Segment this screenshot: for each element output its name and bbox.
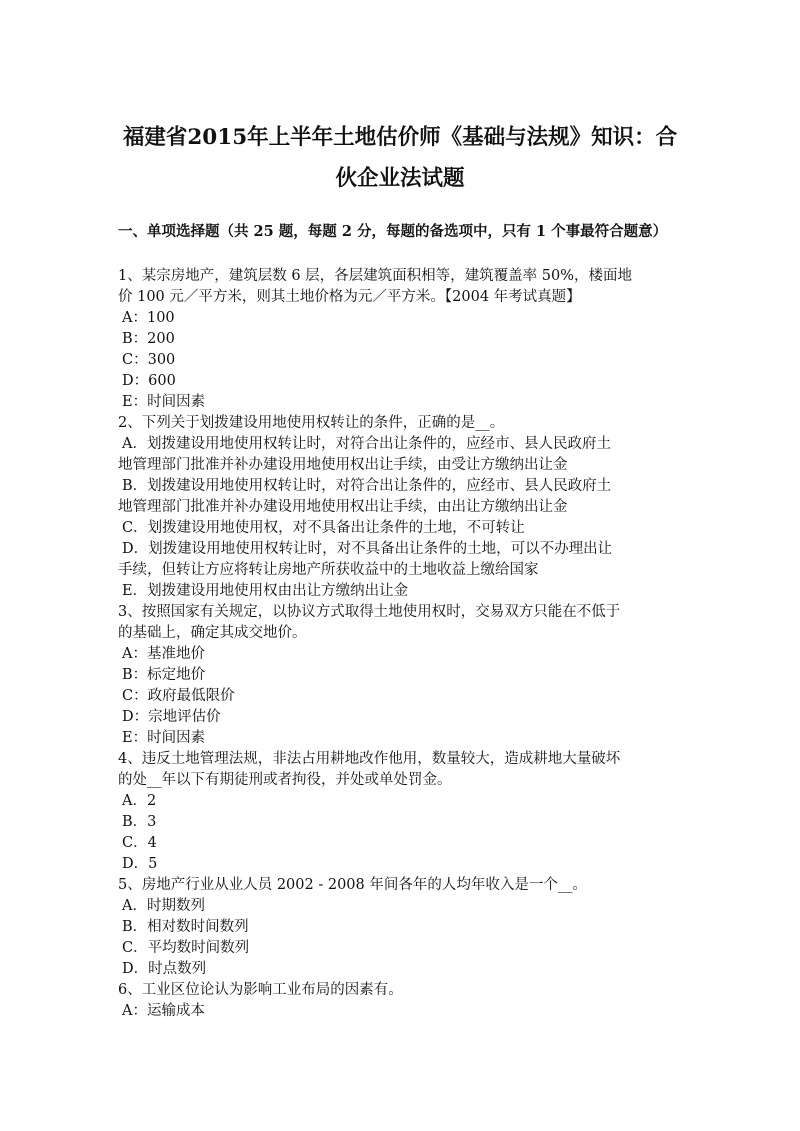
question-5-option-a: A．时期数列 xyxy=(122,898,205,914)
question-1-line-1: 1、某宗房地产，建筑层数 6 层，各层建筑面积相等，建筑覆盖率 50%，楼面地 xyxy=(118,268,633,284)
question-5-option-d: D．时点数列 xyxy=(122,961,207,977)
question-2-option-b-line-2: 地管理部门批准并补办建设用地使用权出让手续，由出让方缴纳出让金 xyxy=(118,499,568,515)
question-2-option-a-line-1: A．划拨建设用地使用权转让时，对符合出让条件的，应经市、县人民政府土 xyxy=(122,436,611,452)
question-3-option-b: B：标定地价 xyxy=(122,667,206,683)
question-1-option-a: A：100 xyxy=(122,310,175,326)
question-3-option-c: C：政府最低限价 xyxy=(122,688,235,704)
question-1-option-c: C：300 xyxy=(122,352,176,368)
question-1-option-d: D：600 xyxy=(122,373,176,389)
question-2-option-d-line-1: D．划拨建设用地使用权转让时，对不具备出让条件的土地，可以不办理出让 xyxy=(122,541,613,557)
question-6-line-1: 6、工业区位论认为影响工业布局的因素有。 xyxy=(118,982,403,998)
question-4-line-2: 的处__年以下有期徒刑或者拘役，并处或单处罚金。 xyxy=(118,772,452,788)
question-1-option-e: E：时间因素 xyxy=(122,394,206,410)
question-2-line-1: 2、下列关于划拨建设用地使用权转让的条件，正确的是__。 xyxy=(118,415,505,431)
question-2-option-c: C．划拨建设用地使用权，对不具备出让条件的土地，不可转让 xyxy=(122,520,525,536)
question-4-option-d: D．5 xyxy=(122,856,158,872)
question-3-option-d: D：宗地评估价 xyxy=(122,709,221,725)
question-5-line-1: 5、房地产行业从业人员 2002 - 2008 年间各年的人均年收入是一个__。 xyxy=(118,877,587,893)
question-3-option-e: E：时间因素 xyxy=(122,730,206,746)
question-2-option-a-line-2: 地管理部门批准并补办建设用地使用权出让手续，由受让方缴纳出让金 xyxy=(118,457,568,473)
question-3-line-1: 3、按照国家有关规定，以协议方式取得土地使用权时，交易双方只能在不低于 xyxy=(118,604,621,620)
question-4-line-1: 4、违反土地管理法规，非法占用耕地改作他用，数量较大，造成耕地大量破坏 xyxy=(118,751,621,767)
question-2-option-d-line-2: 手续，但转让方应将转让房地产所获收益中的土地收益上缴给国家 xyxy=(118,562,539,578)
document-title-line-2: 伙企业法试题 xyxy=(335,166,465,191)
question-4-option-b: B．3 xyxy=(122,814,157,830)
question-6-option-a: A：运输成本 xyxy=(122,1003,205,1019)
question-2-option-e: E．划拨建设用地使用权由出让方缴纳出让金 xyxy=(122,583,409,599)
document-title-line-1: 福建省2015年上半年土地估价师《基础与法规》知识：合 xyxy=(122,125,678,150)
section-heading: 一、单项选择题（共 25 题，每题 2 分，每题的备选项中，只有 1 个事最符合题意） xyxy=(118,223,668,240)
question-5-option-b: B．相对数时间数列 xyxy=(122,919,249,935)
question-5-option-c: C．平均数时间数列 xyxy=(122,940,250,956)
question-3-option-a: A：基准地价 xyxy=(122,646,205,662)
question-1-line-2: 价 100 元／平方米，则其土地价格为元／平方米。【2004 年考试真题】 xyxy=(118,289,581,305)
question-2-option-b-line-1: B．划拨建设用地使用权转让时，对符合出让条件的，应经市、县人民政府土 xyxy=(122,478,612,494)
question-3-line-2: 的基础上，确定其成交地价。 xyxy=(118,625,307,641)
question-4-option-c: C．4 xyxy=(122,835,157,851)
question-1-option-b: B：200 xyxy=(122,331,175,347)
question-4-option-a: A．2 xyxy=(122,793,157,809)
